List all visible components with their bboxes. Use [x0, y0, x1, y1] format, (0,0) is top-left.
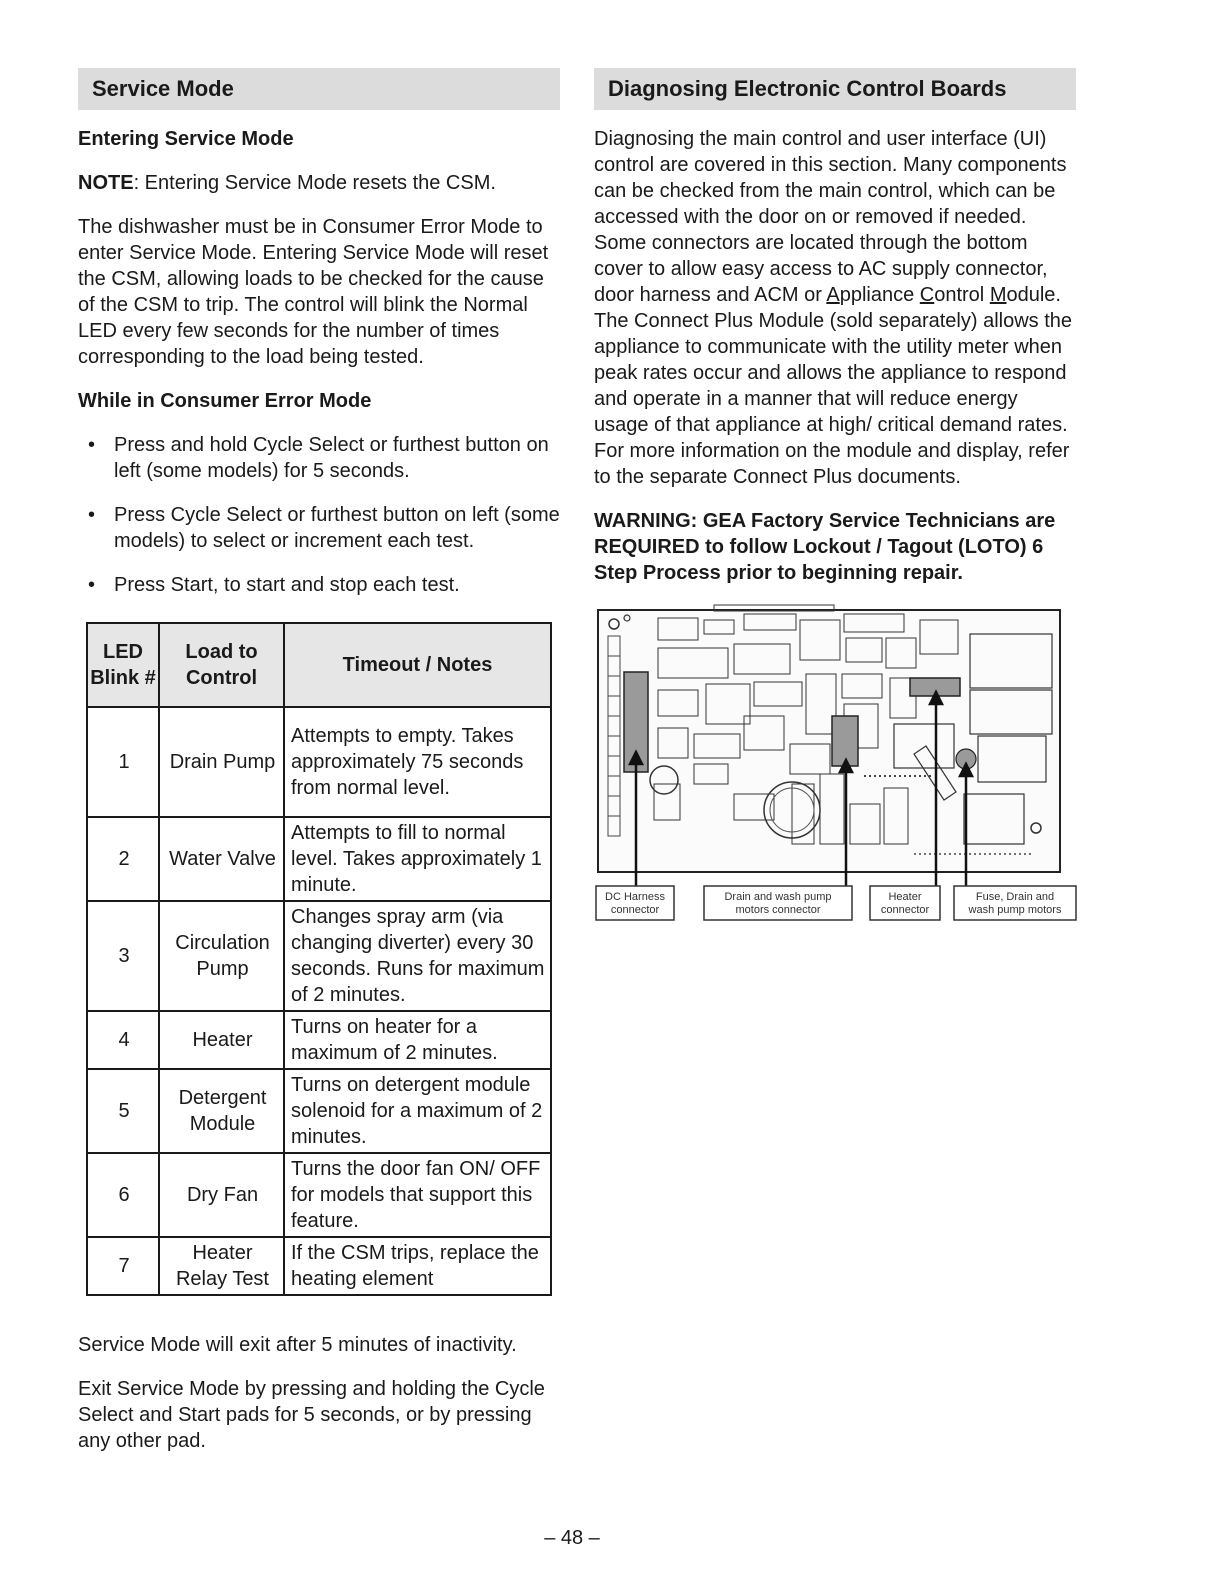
load-cell: Heater — [159, 1011, 284, 1069]
description-part-2: The Connect Plus Module (sold separately) allows the appliance to communicate with the utility meter when peak rates occur and allows the appliance to respond and operate in a manner that will reduce energy usage of that appliance at high/ critical demand rates. For more information on the module and display, refer to the separate Connect Plus documents. — [594, 310, 1073, 488]
label-fuse-line2: wash pump motors — [968, 904, 1062, 916]
entering-service-mode-title: Entering Service Mode — [78, 128, 294, 150]
drain-wash-pump-connector — [832, 716, 858, 766]
table-row — [87, 1153, 551, 1237]
header-led-blink: LED Blink # — [87, 623, 159, 707]
acm-word-module: odule. — [1006, 284, 1061, 306]
service-mode-intro: The dishwasher must be in Consumer Error Mode to enter Service Mode. Entering Service Mode will reset the CSM, allowing loads to be checked for the cause of the CSM to trip. The control will blink the Normal LED every few seconds for the number of times corresponding to the load being tested. — [78, 216, 549, 368]
exit-inactivity-text: Service Mode will exit after 5 minutes of inactivity. — [78, 1334, 517, 1356]
page-number: – 48 – — [544, 1527, 600, 1549]
diagnosing-boards-header: Diagnosing Electronic Control Boards — [594, 68, 1076, 110]
board-outline — [598, 610, 1060, 872]
table-row — [87, 1011, 551, 1069]
description-part-1: Diagnosing the main control and user interface (UI) control are covered in this section. Many components can be checked from the main control, which can be accessed with the door on or removed if needed. Some connectors are located through the bottom cover to allow easy access to AC supply connector, door harness and ACM or — [594, 128, 1067, 306]
list-item: • Press Start, to start and stop each test. — [78, 572, 560, 598]
service-test-table — [86, 622, 552, 1296]
control-board-figure — [594, 604, 1076, 939]
right-column — [594, 68, 1076, 939]
list-item: • Press Cycle Select or furthest button on left (some models) to select or increment each test. — [78, 502, 560, 554]
service-mode-header: Service Mode — [78, 68, 560, 110]
notes-cell: Turns on heater for a maximum of 2 minutes. — [284, 1011, 551, 1069]
table-row — [87, 1237, 551, 1295]
notes-cell: Changes spray arm (via changing diverter) every 30 seconds. Runs for maximum of 2 minutes. — [284, 901, 551, 1011]
led-blink-cell: 4 — [87, 1011, 159, 1069]
table-row — [87, 901, 551, 1011]
notes-cell: If the CSM trips, replace the heating element — [284, 1237, 551, 1295]
left-column — [78, 68, 560, 1454]
table-row — [87, 1069, 551, 1153]
acm-initial-m: M — [989, 284, 1007, 306]
acm-initial-c: C — [919, 284, 935, 306]
led-blink-cell: 5 — [87, 1069, 159, 1153]
notes-cell: Turns on detergent module solenoid for a maximum of 2 minutes. — [284, 1069, 551, 1153]
table-row — [87, 817, 551, 901]
label-dc-harness-line1: DC Harness — [605, 891, 665, 903]
notes-cell: Attempts to fill to normal level. Takes approximately 1 minute. — [284, 817, 551, 901]
acm-word-appliance: ppliance — [839, 284, 920, 306]
exit-instructions-text: Exit Service Mode by pressing and holding the Cycle Select and Start pads for 5 seconds, or by pressing any other pad. — [78, 1378, 545, 1452]
load-cell: Water Valve — [159, 817, 284, 901]
acm-initial-a: A — [826, 284, 840, 306]
led-blink-cell: 6 — [87, 1153, 159, 1237]
load-cell: Circulation Pump — [159, 901, 284, 1011]
load-cell: Drain Pump — [159, 707, 284, 817]
label-fuse-line1: Fuse, Drain and — [975, 891, 1055, 903]
consumer-error-mode-title: While in Consumer Error Mode — [78, 390, 372, 412]
load-cell: Dry Fan — [159, 1153, 284, 1237]
label-drain-wash-line2: motors connector — [735, 904, 821, 916]
load-cell: Heater Relay Test — [159, 1237, 284, 1295]
header-load-to-control: Load to Control — [159, 623, 284, 707]
led-blink-cell: 2 — [87, 817, 159, 901]
label-dc-harness-line2: connector — [610, 904, 660, 916]
notes-cell: Turns the door fan ON/ OFF for models that support this feature. — [284, 1153, 551, 1237]
loto-warning: WARNING: GEA Factory Service Technicians are REQUIRED to follow Lockout / Tagout (LOTO) 6 Step Process prior to beginning repair. — [594, 510, 1056, 584]
notes-cell: Attempts to empty. Takes approximately 75 seconds from normal level. — [284, 707, 551, 817]
load-cell: Detergent Module — [159, 1069, 284, 1153]
label-heater-line1: Heater — [888, 891, 922, 903]
note-paragraph — [78, 170, 560, 196]
instruction-list — [78, 432, 560, 598]
list-item: • Press and hold Cycle Select or furthest button on left (some models) for 5 seconds. — [78, 432, 560, 484]
led-blink-cell: 3 — [87, 901, 159, 1011]
label-drain-wash-line1: Drain and wash pump — [724, 891, 832, 903]
led-blink-cell: 7 — [87, 1237, 159, 1295]
header-timeout-notes: Timeout / Notes — [284, 623, 551, 707]
diagnosing-description — [594, 126, 1076, 490]
table-row — [87, 707, 551, 817]
led-blink-cell: 1 — [87, 707, 159, 817]
note-label: NOTE — [78, 172, 134, 194]
table-header-row — [87, 623, 551, 707]
control-board-diagram — [594, 604, 1080, 934]
label-heater-line2: connector — [880, 904, 930, 916]
note-text: : Entering Service Mode resets the CSM. — [133, 172, 496, 194]
acm-word-control: ontrol — [934, 284, 990, 306]
